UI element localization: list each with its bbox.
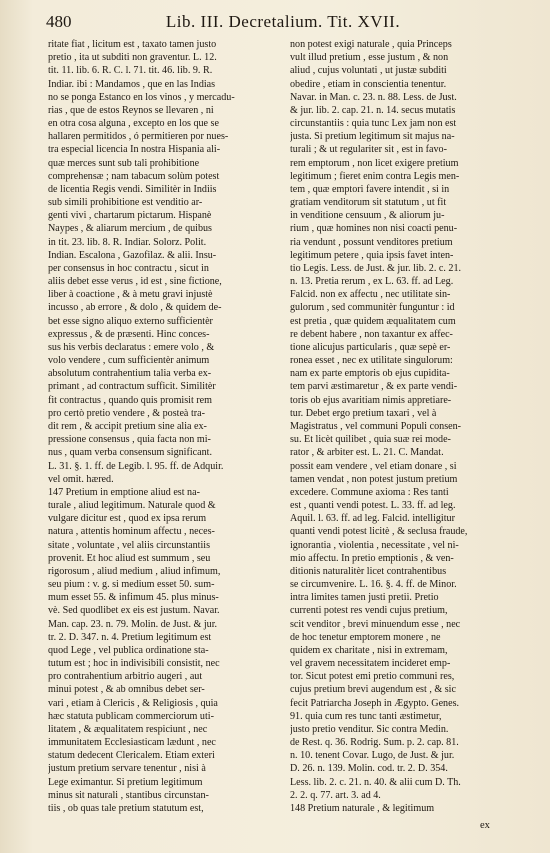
text-line: hallaren permitidos , ó permitieren por nues- xyxy=(48,131,229,143)
text-line: pretio , ita ut subditi non graventur. L. 12. xyxy=(48,52,217,64)
text-line: Falcid. non ex affectu , nec utilitate sin- xyxy=(290,289,451,301)
text-line: possit eam vendere , vel etiam donare , si xyxy=(290,460,457,472)
right-text-column xyxy=(290,38,522,815)
text-line: obedire , etiam in conscientia tenentur. xyxy=(290,78,447,90)
text-line: tutum est ; hoc in indivisibili consistit, nec xyxy=(48,658,220,670)
text-line: tio Legis. Less. de Just. & jur. lib. 2. c. 21. xyxy=(290,262,462,274)
text-line: litatem , & æqualitatem respiciunt , nec xyxy=(48,723,208,735)
text-line: quidem ex charitate , nisi in extremam, xyxy=(290,644,448,656)
page-number: 480 xyxy=(46,12,72,31)
text-line: se circumvenire. L. 16. §. 4. ff. de Minor. xyxy=(290,579,457,591)
text-line: expressus , & de præsenti. Hinc conces- xyxy=(48,328,210,340)
text-line: tor. Sicut potest emi pretio communi res, xyxy=(290,671,455,683)
text-line: tit. 11. lib. 6. R. C. l. 71. tit. 46. lib. 9. R. xyxy=(48,65,213,77)
text-line: rias , que de estos Reynos se llevaren , ni xyxy=(48,104,214,116)
text-line: legitimum petere , quia ipsis favet inten- xyxy=(290,249,454,261)
text-line: minui potest , & ab omnibus debet ser- xyxy=(48,684,205,696)
text-line: est , quanti vendi potest. L. 33. ff. ad leg. xyxy=(290,500,456,512)
text-line: cujus pretium brevi augendum est , & sic xyxy=(290,684,456,696)
text-line: primant , ad contractum sufficit. Similitèr xyxy=(48,381,216,393)
text-line: de licentia Regis vendi. Similitèr in Indiis xyxy=(48,183,217,195)
text-line: n. 10. tenent Covar. Lugo, de Just. & jur. xyxy=(290,750,455,762)
text-line: vult illud pretium , esse justum , & non xyxy=(290,52,449,64)
text-line: minus sit naturali , stantibus circunstan- xyxy=(48,789,209,801)
text-line: vel omit. hæred. xyxy=(48,473,114,485)
text-line: excedere. Commune axioma : Res tanti xyxy=(290,486,449,498)
text-line: Indian. Escalona , Gazofilaz. & alii. Insu- xyxy=(48,249,217,261)
text-line: volo vendere , cum sufficientèr animum xyxy=(48,355,210,367)
text-line: 91. quia cum res tunc tanti æstimetur, xyxy=(290,710,442,722)
text-line: vè. Sed quodlibet ex eis est justum. Navar. xyxy=(48,605,220,617)
text-line: re debent habere , non taxantur ex affec- xyxy=(290,328,453,340)
text-line: pressione consensus , quia facta non mi- xyxy=(48,434,211,446)
text-line: turali ; & ut regulariter sit , est in favo- xyxy=(290,144,447,156)
text-line: Magistratus , vel communi Populi consen- xyxy=(290,420,462,432)
text-line: Indiar. ibi : Mandamos , que en las Indias xyxy=(48,78,216,90)
running-title: Lib. III. Decretalium. Tit. XVII. xyxy=(165,12,401,31)
text-line: currenti potest res vendi cujus pretium, xyxy=(290,605,448,617)
text-line: ritate fiat , licitum est , taxato tamen justo xyxy=(48,39,217,50)
text-line: ditionis naturalitèr licet contrahentibus xyxy=(290,565,447,577)
text-line: toris ob ejus avaritiam nimis appretiare- xyxy=(290,394,452,406)
text-line: tiis , ob quas tale pretium statutum est, xyxy=(48,802,204,814)
text-line: seu pium : v. g. si medium esset 50. sum- xyxy=(48,579,215,591)
text-line: in tit. 23. lib. 8. R. Indiar. Solorz. Polit. xyxy=(48,236,207,248)
text-line: ria vendunt , possunt venditores pretium xyxy=(290,236,453,248)
text-line: Lege eximantur. Si pretium legitimum xyxy=(48,776,203,788)
text-line: per consensus in hoc contractu , sicut in xyxy=(48,262,209,274)
text-line: de Rest. q. 36. Rodrig. Sum. p. 2. cap. 81. xyxy=(290,737,459,749)
text-line: D. 26. n. 139. Molin. cod. tr. 2. D. 354. xyxy=(290,763,448,775)
text-line: Naypes , & aliarum mercium , de quibus xyxy=(48,223,212,235)
text-line: vari , etiam à Clericis , & Religiosis , quia xyxy=(48,697,218,709)
text-line: tem , quæ emptori favere intendit , si in xyxy=(290,183,450,195)
text-line: L. 31. §. 1. ff. de Legib. l. 95. ff. de Adquir. xyxy=(48,460,224,472)
text-line: ronea esset , nec ex utilitate singulorum: xyxy=(290,355,453,367)
text-line: vulgare dicitur est , quod ex ipsa rerum xyxy=(48,513,207,525)
text-line: tamen vendat , non potest justum pretium xyxy=(290,473,458,485)
text-line: justo pretio venditur. Sic contra Medin. xyxy=(290,723,449,735)
text-line: pro certò pretio vendere , & posteà tra- xyxy=(48,407,205,419)
text-line: immunitatem Ecclesiasticam lædunt , nec xyxy=(48,737,216,749)
text-line: no se ponga Estanco en los vinos , y mercadu- xyxy=(48,91,235,103)
text-line: hæc statuta publicam commerciorum uti- xyxy=(48,710,214,722)
text-line: mio affectu. In pretio emptionis , & ven- xyxy=(290,552,454,564)
text-line: pro contrahentium arbitrio augeri , aut xyxy=(48,671,203,683)
text-line: aliis debet esse verus , id est , sine fictione, xyxy=(48,276,222,288)
text-line: rem emptorum , non licet exigere pretium xyxy=(290,157,459,169)
page-header xyxy=(46,12,520,32)
text-line: absolutum contrahentium talia verba ex- xyxy=(48,368,212,380)
text-line: justa. Si pretium legitimum sit majus na- xyxy=(290,131,455,143)
text-line: circunstantiis : quia tunc Lex jam non est xyxy=(290,118,457,130)
text-line: & jur. lib. 2. cap. 21. n. 14. secus mutatis xyxy=(290,104,456,116)
text-line: comprehensæ ; nam tabacum solùm potest xyxy=(48,170,220,182)
text-line: Aquil. l. 63. ff. ad leg. Falcid. intelligitur xyxy=(290,513,455,525)
text-line: provenit. Et hoc aliud est summum , seu xyxy=(48,552,211,564)
text-line: gratiam venditorum sit statutum , ut fit xyxy=(290,197,447,209)
text-line: nam ex parte emptoris ob ejus cupidita- xyxy=(290,368,450,380)
text-line: mum esset 55. & infimum 45. plus minus- xyxy=(48,592,219,604)
text-line: rator , & arbiter est. L. 21. C. Mandat. xyxy=(290,447,444,459)
text-line: aliud , cujus voluntati , ut justæ subditi xyxy=(290,65,447,77)
text-line: tra especial licencia In nostra Hispania ali- xyxy=(48,144,221,156)
text-line: intra limites tamen justi pretii. Pretio xyxy=(290,592,439,604)
text-line: vel gravem necessitatem incideret emp- xyxy=(290,658,451,670)
text-line: non potest exigi naturale , quia Princeps xyxy=(290,39,452,50)
text-line: gulorum , sed communitèr funguntur : id xyxy=(290,302,455,314)
text-line: 147 Pretium in emptione aliud est na- xyxy=(48,486,200,498)
text-line: tem parvi æstimaretur , & ex parte vendi- xyxy=(290,381,458,393)
text-line: quæ merces sunt sub tali prohibitione xyxy=(48,157,200,169)
catchword: ex xyxy=(480,820,490,831)
text-line: Less. lib. 2. c. 21. n. 40. & alii cum D. Th. xyxy=(290,776,461,788)
text-line: tr. 2. D. 347. n. 4. Pretium legitimum est xyxy=(48,631,212,643)
text-line: tione alicujus particularis , quæ sepè er- xyxy=(290,341,451,353)
text-line: bet esse signo aliquo externo sufficientèr xyxy=(48,315,213,327)
text-line: Navar. in Man. c. 23. n. 88. Less. de Just. xyxy=(290,91,457,103)
text-line: en otra cosa alguna , excepto en los que se xyxy=(48,118,219,130)
text-line: natura , attentis hominum affectu , neces- xyxy=(48,526,215,538)
text-line: 148 Pretium naturale , & legitimum xyxy=(290,802,435,814)
text-line: fecit Patriarcha Joseph in Ægypto. Genes. xyxy=(290,697,460,709)
text-line: sitate , voluntate , vel aliis circunstantiis xyxy=(48,539,211,551)
text-line: fit contractus , quando quis promisit rem xyxy=(48,394,212,406)
text-line: legitimum ; fieret enim contra Legis men- xyxy=(290,170,460,182)
text-line: quanti vendi potest licitè , & seclusa fraude, xyxy=(290,526,468,538)
text-line: est pretia , quæ quidem æqualitatem cum xyxy=(290,315,456,327)
text-line: de hoc tenetur emptorem monere , ne xyxy=(290,631,441,643)
text-line: quod Lege , vel publica ordinatione sta- xyxy=(48,644,209,656)
text-line: genti vivi , chartarum pictarum. Hispanè xyxy=(48,210,212,222)
text-line: Man. cap. 23. n. 79. Molin. de Just. & jur. xyxy=(48,618,218,630)
text-line: n. 13. Pretia rerum , ex L. 63. ff. ad Leg. xyxy=(290,276,454,288)
text-line: sus his verbis declaratus : emere volo , & xyxy=(48,341,215,353)
text-line: tur. Debet ergo pretium taxari , vel à xyxy=(290,407,437,419)
text-line: in venditione censuum , & aliorum ju- xyxy=(290,210,445,222)
text-line: rium , quæ homines non nisi coacti penu- xyxy=(290,223,458,235)
text-line: statum dedecent Clericalem. Etiam exteri xyxy=(48,750,215,762)
text-line: justum pretium servare tenentur , nisi à xyxy=(48,763,206,775)
text-line: turale , aliud legitimum. Naturale quod & xyxy=(48,500,216,512)
text-line: su. Et licèt quilibet , quia suæ rei mode- xyxy=(290,434,451,446)
text-line: 2. 2. q. 77. art. 3. ad 4. xyxy=(290,789,381,801)
text-line: ignorantia , violentia , necessitate , vel ni- xyxy=(290,539,459,551)
text-line: dit rem , & accipit pretium sine alia ex- xyxy=(48,420,207,432)
text-line: scit venditor , brevi minuendum esse , nec xyxy=(290,618,461,630)
text-line: incusso , ab errore , & dolo , & quidem de- xyxy=(48,302,222,314)
text-line: sub simili prohibitione est venditio ar- xyxy=(48,197,203,209)
left-text-column xyxy=(48,38,280,815)
text-line: nus , quam verba consensum significant. xyxy=(48,447,212,459)
text-line: liber à coactione , & à metu gravi injustè xyxy=(48,289,213,301)
text-line: rigorosum , aliud medium , aliud infimum, xyxy=(48,565,221,577)
